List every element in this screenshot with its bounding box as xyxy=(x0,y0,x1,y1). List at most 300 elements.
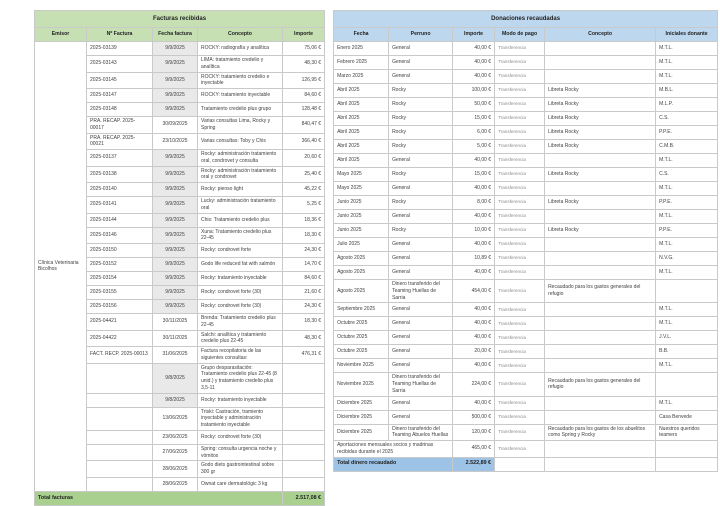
factura-fecha-cell[interactable]: 23/06/2025 xyxy=(153,430,198,444)
donacion-concepto-cell[interactable] xyxy=(545,317,656,331)
factura-concepto-cell[interactable]: Ownat care dermatológic 3 kg xyxy=(198,477,283,491)
factura-importe-cell[interactable]: 128,48 € xyxy=(283,103,325,117)
factura-concepto-cell[interactable]: Tratamiento credelio plus grupo xyxy=(198,103,283,117)
donaciones-total-row xyxy=(334,457,718,471)
donacion-perruno-cell[interactable]: General xyxy=(389,70,453,84)
factura-fecha-cell[interactable]: 9/9/2025 xyxy=(153,166,198,183)
factura-concepto-cell[interactable]: Rocky: tratamiento inyectable xyxy=(198,272,283,286)
donacion-concepto-cell[interactable]: Libreta Rocky xyxy=(545,126,656,140)
donacion-modo-cell[interactable]: Transferencia xyxy=(495,424,545,441)
donacion-fecha-cell[interactable]: Junio 2025 xyxy=(334,210,389,224)
factura-concepto-cell[interactable]: Rocky: condrovet forte xyxy=(198,244,283,258)
donacion-concepto-cell[interactable] xyxy=(545,238,656,252)
donacion-perruno-cell[interactable]: General xyxy=(389,331,453,345)
donacion-importe-cell[interactable]: 40,00 € xyxy=(453,182,495,196)
factura-importe-cell[interactable]: 20,60 € xyxy=(283,150,325,167)
donacion-concepto-cell[interactable]: Libreta Rocky xyxy=(545,112,656,126)
donacion-modo-cell[interactable]: Transferencia xyxy=(495,396,545,410)
donacion-importe-cell[interactable]: 6,00 € xyxy=(453,126,495,140)
donacion-perruno-cell[interactable]: Rocky xyxy=(389,196,453,210)
factura-num-cell[interactable]: 2025-03138 xyxy=(87,166,153,183)
donacion-row xyxy=(334,280,718,303)
factura-fecha-cell[interactable]: 28/06/2025 xyxy=(153,477,198,491)
donacion-perruno-cell[interactable]: General xyxy=(389,317,453,331)
factura-concepto-cell[interactable]: Varias consultas Lima, Rocky y Spring xyxy=(198,117,283,134)
donaciones-header-concepto: Concepto xyxy=(545,28,656,42)
factura-fecha-cell[interactable]: 9/9/2025 xyxy=(153,258,198,272)
donacion-fecha-cell[interactable]: Abril 2025 xyxy=(334,140,389,154)
donacion-modo-cell[interactable]: Transferencia xyxy=(495,266,545,280)
factura-fecha-cell[interactable]: 9/9/2025 xyxy=(153,56,198,73)
donacion-perruno-cell[interactable]: General xyxy=(389,42,453,56)
donacion-modo-cell[interactable]: Transferencia xyxy=(495,359,545,373)
donacion-concepto-cell[interactable] xyxy=(545,303,656,317)
donacion-modo-cell[interactable]: Transferencia xyxy=(495,331,545,345)
donacion-iniciales-cell[interactable]: M.T.L. xyxy=(656,42,718,56)
donacion-importe-cell[interactable]: 40,00 € xyxy=(453,238,495,252)
donacion-concepto-cell[interactable] xyxy=(545,42,656,56)
factura-fecha-cell[interactable]: 9/9/2025 xyxy=(153,103,198,117)
donacion-perruno-cell[interactable]: Dinero transferido del Teaming Huellas de Sarria xyxy=(389,280,453,303)
donacion-modo-cell[interactable]: Transferencia xyxy=(495,252,545,266)
donacion-concepto-cell[interactable] xyxy=(545,441,656,458)
donacion-concepto-cell[interactable] xyxy=(545,210,656,224)
donacion-iniciales-cell[interactable] xyxy=(656,441,718,458)
factura-num-cell[interactable]: 2025-03141 xyxy=(87,197,153,214)
donacion-perruno-cell[interactable]: General xyxy=(389,396,453,410)
factura-importe-cell[interactable]: 24,30 € xyxy=(283,244,325,258)
factura-num-cell[interactable]: 2025-03152 xyxy=(87,258,153,272)
donacion-modo-cell[interactable]: Transferencia xyxy=(495,56,545,70)
factura-fecha-cell[interactable]: 31/06/2025 xyxy=(153,347,198,364)
factura-fecha-cell[interactable]: 9/9/2025 xyxy=(153,183,198,197)
factura-num-cell[interactable] xyxy=(87,430,153,444)
donacion-modo-cell[interactable]: Transferencia xyxy=(495,280,545,303)
donacion-modo-cell[interactable]: Transferencia xyxy=(495,210,545,224)
factura-num-cell[interactable]: 2025-03144 xyxy=(87,213,153,227)
donacion-fecha-cell[interactable]: Mayo 2025 xyxy=(334,168,389,182)
factura-num-cell[interactable] xyxy=(87,477,153,491)
donacion-fecha-cell[interactable]: Marzo 2025 xyxy=(334,70,389,84)
factura-importe-cell[interactable]: 366,40 € xyxy=(283,133,325,150)
factura-num-cell[interactable]: 2025-04421 xyxy=(87,314,153,331)
factura-importe-cell[interactable]: 18,30 € xyxy=(283,227,325,244)
donacion-modo-cell[interactable]: Transferencia xyxy=(495,410,545,424)
donacion-fecha-cell[interactable]: Octubre 2025 xyxy=(334,331,389,345)
donacion-perruno-cell[interactable]: General xyxy=(389,56,453,70)
factura-concepto-cell[interactable]: Grupo desparasitación: Tratamiento credelio plus 22-45 (8 unid.) y tratamiento credelio plus 3,5-11 xyxy=(198,363,283,393)
factura-importe-cell[interactable]: 45,22 € xyxy=(283,183,325,197)
donacion-fecha-cell[interactable]: Aportaciones mensuales socios y madrinas recibidas durante el 2025 xyxy=(334,441,453,458)
donacion-concepto-cell[interactable] xyxy=(545,359,656,373)
factura-num-cell[interactable]: PRA. RECAP. 2025-00017 xyxy=(87,117,153,134)
donacion-modo-cell[interactable]: Transferencia xyxy=(495,168,545,182)
donacion-iniciales-cell[interactable]: M.T.L. xyxy=(656,317,718,331)
factura-importe-cell[interactable] xyxy=(283,461,325,478)
donacion-perruno-cell[interactable]: General xyxy=(389,238,453,252)
donacion-perruno-cell[interactable]: General xyxy=(389,182,453,196)
donacion-perruno-cell[interactable]: Rocky xyxy=(389,126,453,140)
donacion-modo-cell[interactable]: Transferencia xyxy=(495,84,545,98)
donacion-row xyxy=(334,424,718,441)
factura-importe-cell[interactable]: 840,47 € xyxy=(283,117,325,134)
factura-num-cell[interactable] xyxy=(87,461,153,478)
factura-num-cell[interactable]: 2025-03140 xyxy=(87,183,153,197)
donacion-importe-cell[interactable]: 10,00 € xyxy=(453,224,495,238)
donacion-modo-cell[interactable]: Transferencia xyxy=(495,70,545,84)
factura-num-cell[interactable]: 2025-04422 xyxy=(87,330,153,347)
factura-num-cell[interactable]: PRA. RECAP. 2025-00021 xyxy=(87,133,153,150)
donacion-importe-cell[interactable]: 40,00 € xyxy=(453,396,495,410)
donacion-iniciales-cell[interactable]: J.V.L. xyxy=(656,331,718,345)
donacion-perruno-cell[interactable]: Rocky xyxy=(389,84,453,98)
donacion-row xyxy=(334,126,718,140)
donacion-iniciales-cell[interactable]: C.S. xyxy=(656,168,718,182)
donacion-perruno-cell[interactable]: Rocky xyxy=(389,140,453,154)
facturas-header-fecha: Fecha factura xyxy=(153,28,198,42)
donacion-importe-cell[interactable]: 15,00 € xyxy=(453,168,495,182)
factura-concepto-cell[interactable]: LIMA: tratamiento credelio y analítica xyxy=(198,56,283,73)
donacion-iniciales-cell[interactable]: M.L.P. xyxy=(656,98,718,112)
factura-num-cell[interactable]: 2025-03150 xyxy=(87,244,153,258)
factura-fecha-cell[interactable]: 9/9/2025 xyxy=(153,300,198,314)
donacion-row xyxy=(334,98,718,112)
factura-concepto-cell[interactable]: ROCKY: tratamiento inyectable xyxy=(198,89,283,103)
donacion-perruno-cell[interactable]: General xyxy=(389,266,453,280)
donacion-importe-cell[interactable]: 5,00 € xyxy=(453,140,495,154)
donacion-fecha-cell[interactable]: Diciembre 2025 xyxy=(334,410,389,424)
factura-fecha-cell[interactable]: 9/9/2025 xyxy=(153,244,198,258)
donacion-fecha-cell[interactable]: Abril 2025 xyxy=(334,84,389,98)
donacion-concepto-cell[interactable] xyxy=(545,182,656,196)
factura-num-cell[interactable] xyxy=(87,444,153,461)
donacion-iniciales-cell[interactable]: M.T.L. xyxy=(656,359,718,373)
factura-concepto-cell[interactable]: ROCKY: radiografía y analítica xyxy=(198,42,283,56)
donacion-fecha-cell[interactable]: Junio 2025 xyxy=(334,196,389,210)
factura-num-cell[interactable]: FACT. RECP. 2025-00013 xyxy=(87,347,153,364)
factura-concepto-cell[interactable]: Factura recopilatoria de las siguientes consultas: xyxy=(198,347,283,364)
donacion-modo-cell[interactable]: Transferencia xyxy=(495,224,545,238)
donacion-concepto-cell[interactable]: Libreta Rocky xyxy=(545,140,656,154)
factura-concepto-cell[interactable]: Xuna: Tratamiento credelio plus 22-45 xyxy=(198,227,283,244)
factura-importe-cell[interactable]: 24,30 € xyxy=(283,300,325,314)
donacion-fecha-cell[interactable]: Noviembre 2025 xyxy=(334,359,389,373)
factura-fecha-cell[interactable]: 13/06/2025 xyxy=(153,407,198,430)
factura-num-cell[interactable]: 2025-03156 xyxy=(87,300,153,314)
factura-importe-cell[interactable] xyxy=(283,430,325,444)
facturas-total-value: 2.517,08 € xyxy=(283,491,325,505)
donacion-importe-cell[interactable]: 40,00 € xyxy=(453,331,495,345)
donacion-concepto-cell[interactable] xyxy=(545,266,656,280)
donacion-fecha-cell[interactable]: Enero 2025 xyxy=(334,42,389,56)
donacion-fecha-cell[interactable]: Agosto 2025 xyxy=(334,252,389,266)
donacion-importe-cell[interactable]: 40,00 € xyxy=(453,42,495,56)
donacion-fecha-cell[interactable]: Diciembre 2025 xyxy=(334,424,389,441)
donacion-importe-cell[interactable]: 10,89 € xyxy=(453,252,495,266)
factura-importe-cell[interactable] xyxy=(283,363,325,393)
donacion-concepto-cell[interactable]: Libreta Rocky xyxy=(545,168,656,182)
donacion-iniciales-cell[interactable]: Casa Benvede xyxy=(656,410,718,424)
factura-concepto-cell[interactable]: Rocky: administración tratamiento oral, condrovet y consulta xyxy=(198,150,283,167)
factura-fecha-cell[interactable]: 30/11/2025 xyxy=(153,314,198,331)
donacion-concepto-cell[interactable] xyxy=(545,70,656,84)
donacion-concepto-cell[interactable]: Libreta Rocky xyxy=(545,196,656,210)
donacion-fecha-cell[interactable]: Abril 2025 xyxy=(334,126,389,140)
factura-num-cell[interactable]: 2025-03154 xyxy=(87,272,153,286)
donacion-importe-cell[interactable]: 15,00 € xyxy=(453,112,495,126)
donacion-importe-cell[interactable]: 454,00 € xyxy=(453,280,495,303)
donacion-perruno-cell[interactable]: General xyxy=(389,154,453,168)
factura-fecha-cell[interactable]: 27/06/2025 xyxy=(153,444,198,461)
factura-concepto-cell[interactable]: Godo diets gastrointestinal sobre 300 gr xyxy=(198,461,283,478)
donacion-iniciales-cell[interactable]: M.T.L. xyxy=(656,238,718,252)
donacion-iniciales-cell[interactable]: C.S. xyxy=(656,112,718,126)
donacion-importe-cell[interactable]: 465,00 € xyxy=(453,441,495,458)
donacion-perruno-cell[interactable]: General xyxy=(389,210,453,224)
factura-fecha-cell[interactable]: 9/8/2025 xyxy=(153,363,198,393)
donacion-fecha-cell[interactable]: Febrero 2025 xyxy=(334,56,389,70)
donacion-perruno-cell[interactable]: General xyxy=(389,345,453,359)
factura-num-cell[interactable]: 2025-03148 xyxy=(87,103,153,117)
donacion-iniciales-cell[interactable]: M.T.L. xyxy=(656,210,718,224)
donacion-concepto-cell[interactable]: Recaudado para los gastos generales del refugio xyxy=(545,280,656,303)
donacion-concepto-cell[interactable]: Recaudado para los gastos generales del refugio xyxy=(545,373,656,396)
factura-num-cell[interactable]: 2025-03155 xyxy=(87,286,153,300)
factura-num-cell[interactable] xyxy=(87,363,153,393)
donaciones-table xyxy=(333,10,718,472)
emisor-cell[interactable]: Clínica Veterinaria Bicolhos xyxy=(35,42,87,492)
factura-concepto-cell[interactable]: Rocky: administración tratamiento oral y condrovet xyxy=(198,166,283,183)
factura-importe-cell[interactable]: 476,31 € xyxy=(283,347,325,364)
donacion-fecha-cell[interactable]: Octubre 2025 xyxy=(334,345,389,359)
donacion-iniciales-cell[interactable]: P.P.E. xyxy=(656,196,718,210)
factura-num-cell[interactable]: 2025-03143 xyxy=(87,56,153,73)
donacion-importe-cell[interactable]: 40,00 € xyxy=(453,266,495,280)
donacion-importe-cell[interactable]: 40,00 € xyxy=(453,303,495,317)
factura-importe-cell[interactable]: 75,06 € xyxy=(283,42,325,56)
factura-importe-cell[interactable]: 48,30 € xyxy=(283,330,325,347)
factura-concepto-cell[interactable]: Rocky: condrovet forte (30) xyxy=(198,286,283,300)
factura-fecha-cell[interactable]: 9/9/2025 xyxy=(153,72,198,89)
donacion-modo-cell[interactable]: Transferencia xyxy=(495,98,545,112)
factura-num-cell[interactable]: 2025-03147 xyxy=(87,89,153,103)
donacion-fecha-cell[interactable]: Abril 2025 xyxy=(334,98,389,112)
donacion-iniciales-cell[interactable]: M.T.L. xyxy=(656,266,718,280)
factura-importe-cell[interactable]: 84,60 € xyxy=(283,272,325,286)
factura-concepto-cell[interactable]: Lucky: administración tratamiento oral xyxy=(198,197,283,214)
factura-num-cell[interactable] xyxy=(87,393,153,407)
factura-fecha-cell[interactable]: 9/9/2025 xyxy=(153,286,198,300)
factura-num-cell[interactable] xyxy=(87,407,153,430)
donacion-fecha-cell[interactable]: Diciembre 2025 xyxy=(334,396,389,410)
facturas-header-row xyxy=(35,28,325,42)
donacion-fecha-cell[interactable]: Junio 2025 xyxy=(334,224,389,238)
donacion-concepto-cell[interactable] xyxy=(545,396,656,410)
donacion-importe-cell[interactable]: 50,00 € xyxy=(453,98,495,112)
factura-importe-cell[interactable]: 21,60 € xyxy=(283,286,325,300)
donacion-iniciales-cell[interactable]: N.V.G. xyxy=(656,252,718,266)
factura-concepto-cell[interactable]: Rocky: pienso light xyxy=(198,183,283,197)
donacion-iniciales-cell[interactable]: P.P.E. xyxy=(656,224,718,238)
factura-concepto-cell[interactable]: Rocky: tratamiento inyectable xyxy=(198,393,283,407)
donacion-modo-cell[interactable]: Transferencia xyxy=(495,373,545,396)
factura-importe-cell[interactable] xyxy=(283,393,325,407)
factura-num-cell[interactable]: 2025-03145 xyxy=(87,72,153,89)
donacion-iniciales-cell[interactable]: M.T.L. xyxy=(656,70,718,84)
factura-concepto-cell[interactable]: Varias consultas: Toby y Chis xyxy=(198,133,283,150)
donacion-modo-cell[interactable]: Transferencia xyxy=(495,441,545,458)
donacion-concepto-cell[interactable] xyxy=(545,154,656,168)
factura-num-cell[interactable]: 2025-03139 xyxy=(87,42,153,56)
donacion-modo-cell[interactable]: Transferencia xyxy=(495,238,545,252)
factura-concepto-cell[interactable]: Salchi: analítica y tratamiento credelio plus 22-45 xyxy=(198,330,283,347)
factura-concepto-cell[interactable]: ROCKY: tratamiento credelio e inyectable xyxy=(198,72,283,89)
donacion-perruno-cell[interactable]: Rocky xyxy=(389,168,453,182)
factura-importe-cell[interactable]: 18,36 € xyxy=(283,213,325,227)
factura-fecha-cell[interactable]: 9/8/2025 xyxy=(153,393,198,407)
factura-fecha-cell[interactable]: 9/9/2025 xyxy=(153,227,198,244)
factura-concepto-cell[interactable]: Triski: Castración, tramiento inyectable y administración tratamiento inyectable xyxy=(198,407,283,430)
donacion-fecha-cell[interactable]: Abril 2025 xyxy=(334,112,389,126)
factura-importe-cell[interactable]: 48,30 € xyxy=(283,56,325,73)
factura-concepto-cell[interactable]: Chis: Tratamiento credelio plus xyxy=(198,213,283,227)
donacion-modo-cell[interactable]: Transferencia xyxy=(495,182,545,196)
donacion-iniciales-cell[interactable]: M.T.L. xyxy=(656,154,718,168)
donacion-iniciales-cell[interactable]: M.T.L. xyxy=(656,56,718,70)
donacion-importe-cell[interactable]: 40,00 € xyxy=(453,154,495,168)
donacion-concepto-cell[interactable]: Libreta Rocky xyxy=(545,98,656,112)
factura-fecha-cell[interactable]: 9/9/2025 xyxy=(153,42,198,56)
factura-concepto-cell[interactable]: Brenda: Tratamiento credelio plus 22-45 xyxy=(198,314,283,331)
factura-concepto-cell[interactable]: Rocky: condrovet forte (30) xyxy=(198,430,283,444)
donacion-modo-cell[interactable]: Transferencia xyxy=(495,303,545,317)
factura-fecha-cell[interactable]: 9/9/2025 xyxy=(153,197,198,214)
donacion-iniciales-cell[interactable] xyxy=(656,280,718,303)
donacion-concepto-cell[interactable] xyxy=(545,56,656,70)
factura-fecha-cell[interactable]: 9/9/2025 xyxy=(153,89,198,103)
donacion-concepto-cell[interactable]: Libreta Rocky xyxy=(545,224,656,238)
factura-importe-cell[interactable]: 84,60 € xyxy=(283,89,325,103)
factura-importe-cell[interactable] xyxy=(283,444,325,461)
donacion-importe-cell[interactable]: 120,00 € xyxy=(453,424,495,441)
donacion-iniciales-cell[interactable]: B.B. xyxy=(656,345,718,359)
donacion-perruno-cell[interactable]: General xyxy=(389,252,453,266)
factura-fecha-cell[interactable]: 23/10/2025 xyxy=(153,133,198,150)
donacion-modo-cell[interactable]: Transferencia xyxy=(495,140,545,154)
donacion-modo-cell[interactable]: Transferencia xyxy=(495,317,545,331)
donacion-fecha-cell[interactable]: Abril 2025 xyxy=(334,154,389,168)
donacion-row xyxy=(334,182,718,196)
donacion-importe-cell[interactable]: 224,00 € xyxy=(453,373,495,396)
donacion-perruno-cell[interactable]: Rocky xyxy=(389,98,453,112)
donacion-modo-cell[interactable]: Transferencia xyxy=(495,154,545,168)
donacion-perruno-cell[interactable]: General xyxy=(389,410,453,424)
donacion-importe-cell[interactable]: 20,00 € xyxy=(453,345,495,359)
factura-importe-cell[interactable]: 5,25 € xyxy=(283,197,325,214)
donacion-iniciales-cell[interactable]: C.M.B. xyxy=(656,140,718,154)
donacion-concepto-cell[interactable] xyxy=(545,345,656,359)
donacion-iniciales-cell[interactable]: P.P.E. xyxy=(656,126,718,140)
factura-fecha-cell[interactable]: 28/06/2025 xyxy=(153,461,198,478)
factura-importe-cell[interactable] xyxy=(283,477,325,491)
donaciones-header-importe: Importe xyxy=(453,28,495,42)
donacion-importe-cell[interactable]: 8,00 € xyxy=(453,196,495,210)
facturas-table xyxy=(34,10,325,506)
donacion-perruno-cell[interactable]: General xyxy=(389,359,453,373)
donacion-modo-cell[interactable]: Transferencia xyxy=(495,196,545,210)
factura-num-cell[interactable]: 2025-03146 xyxy=(87,227,153,244)
factura-fecha-cell[interactable]: 9/9/2025 xyxy=(153,272,198,286)
donacion-fecha-cell[interactable]: Octubre 2025 xyxy=(334,317,389,331)
donacion-importe-cell[interactable]: 40,00 € xyxy=(453,70,495,84)
donacion-fecha-cell[interactable]: Septiembre 2025 xyxy=(334,303,389,317)
donacion-row xyxy=(334,396,718,410)
donacion-importe-cell[interactable]: 100,00 € xyxy=(453,84,495,98)
donacion-fecha-cell[interactable]: Agosto 2025 xyxy=(334,280,389,303)
factura-concepto-cell[interactable]: Spring: consulta urgencia noche y vómitos xyxy=(198,444,283,461)
donacion-perruno-cell[interactable]: General xyxy=(389,303,453,317)
donacion-fecha-cell[interactable]: Mayo 2025 xyxy=(334,182,389,196)
donacion-iniciales-cell[interactable]: Nuestros queridos teamers xyxy=(656,424,718,441)
donacion-iniciales-cell[interactable]: M.T.L. xyxy=(656,396,718,410)
factura-importe-cell[interactable]: 18,30 € xyxy=(283,314,325,331)
donacion-iniciales-cell[interactable]: M.T.L. xyxy=(656,303,718,317)
factura-importe-cell[interactable]: 126,95 € xyxy=(283,72,325,89)
donacion-perruno-cell[interactable]: Rocky xyxy=(389,112,453,126)
donacion-concepto-cell[interactable]: Recaudado para los gastos de los abuelitos como Spring y Rocky xyxy=(545,424,656,441)
factura-concepto-cell[interactable]: Godo life reduced fat with salmón xyxy=(198,258,283,272)
donaciones-header-iniciales: Iniciales donante xyxy=(656,28,718,42)
donacion-concepto-cell[interactable] xyxy=(545,252,656,266)
donacion-modo-cell[interactable]: Transferencia xyxy=(495,126,545,140)
factura-importe-cell[interactable]: 25,40 € xyxy=(283,166,325,183)
donacion-importe-cell[interactable]: 40,00 € xyxy=(453,317,495,331)
donacion-perruno-cell[interactable]: Rocky xyxy=(389,224,453,238)
factura-fecha-cell[interactable]: 30/11/2025 xyxy=(153,330,198,347)
factura-fecha-cell[interactable]: 9/9/2025 xyxy=(153,213,198,227)
factura-fecha-cell[interactable]: 30/09/2025 xyxy=(153,117,198,134)
donacion-perruno-cell[interactable]: Dinero transferido del Teaming Huellas de Sarria xyxy=(389,373,453,396)
factura-concepto-cell[interactable]: Rocky: condrovet forte (30) xyxy=(198,300,283,314)
factura-fecha-cell[interactable]: 9/9/2025 xyxy=(153,150,198,167)
donacion-concepto-cell[interactable] xyxy=(545,331,656,345)
donacion-modo-cell[interactable]: Transferencia xyxy=(495,42,545,56)
donacion-importe-cell[interactable]: 40,00 € xyxy=(453,359,495,373)
donacion-perruno-cell[interactable]: Dinero transferido del Teaming Abuelos Huellas xyxy=(389,424,453,441)
donacion-iniciales-cell[interactable]: M.B.L. xyxy=(656,84,718,98)
donacion-fecha-cell[interactable]: Noviembre 2025 xyxy=(334,373,389,396)
factura-importe-cell[interactable] xyxy=(283,407,325,430)
donacion-fecha-cell[interactable]: Agosto 2025 xyxy=(334,266,389,280)
facturas-header-concepto: Concepto xyxy=(198,28,283,42)
donacion-modo-cell[interactable]: Transferencia xyxy=(495,112,545,126)
donacion-importe-cell[interactable]: 40,00 € xyxy=(453,56,495,70)
donacion-row xyxy=(334,410,718,424)
donaciones-header-row xyxy=(334,28,718,42)
donacion-concepto-cell[interactable]: Libreta Rocky xyxy=(545,84,656,98)
donacion-row xyxy=(334,359,718,373)
factura-num-cell[interactable]: 2025-03137 xyxy=(87,150,153,167)
factura-importe-cell[interactable]: 14,70 € xyxy=(283,258,325,272)
donacion-importe-cell[interactable]: 40,00 € xyxy=(453,210,495,224)
donacion-concepto-cell[interactable] xyxy=(545,410,656,424)
donacion-row xyxy=(334,42,718,56)
donacion-iniciales-cell[interactable]: M.T.L. xyxy=(656,182,718,196)
donacion-importe-cell[interactable]: 500,00 € xyxy=(453,410,495,424)
donacion-iniciales-cell[interactable] xyxy=(656,373,718,396)
donacion-modo-cell[interactable]: Transferencia xyxy=(495,345,545,359)
donacion-fecha-cell[interactable]: Julio 2025 xyxy=(334,238,389,252)
